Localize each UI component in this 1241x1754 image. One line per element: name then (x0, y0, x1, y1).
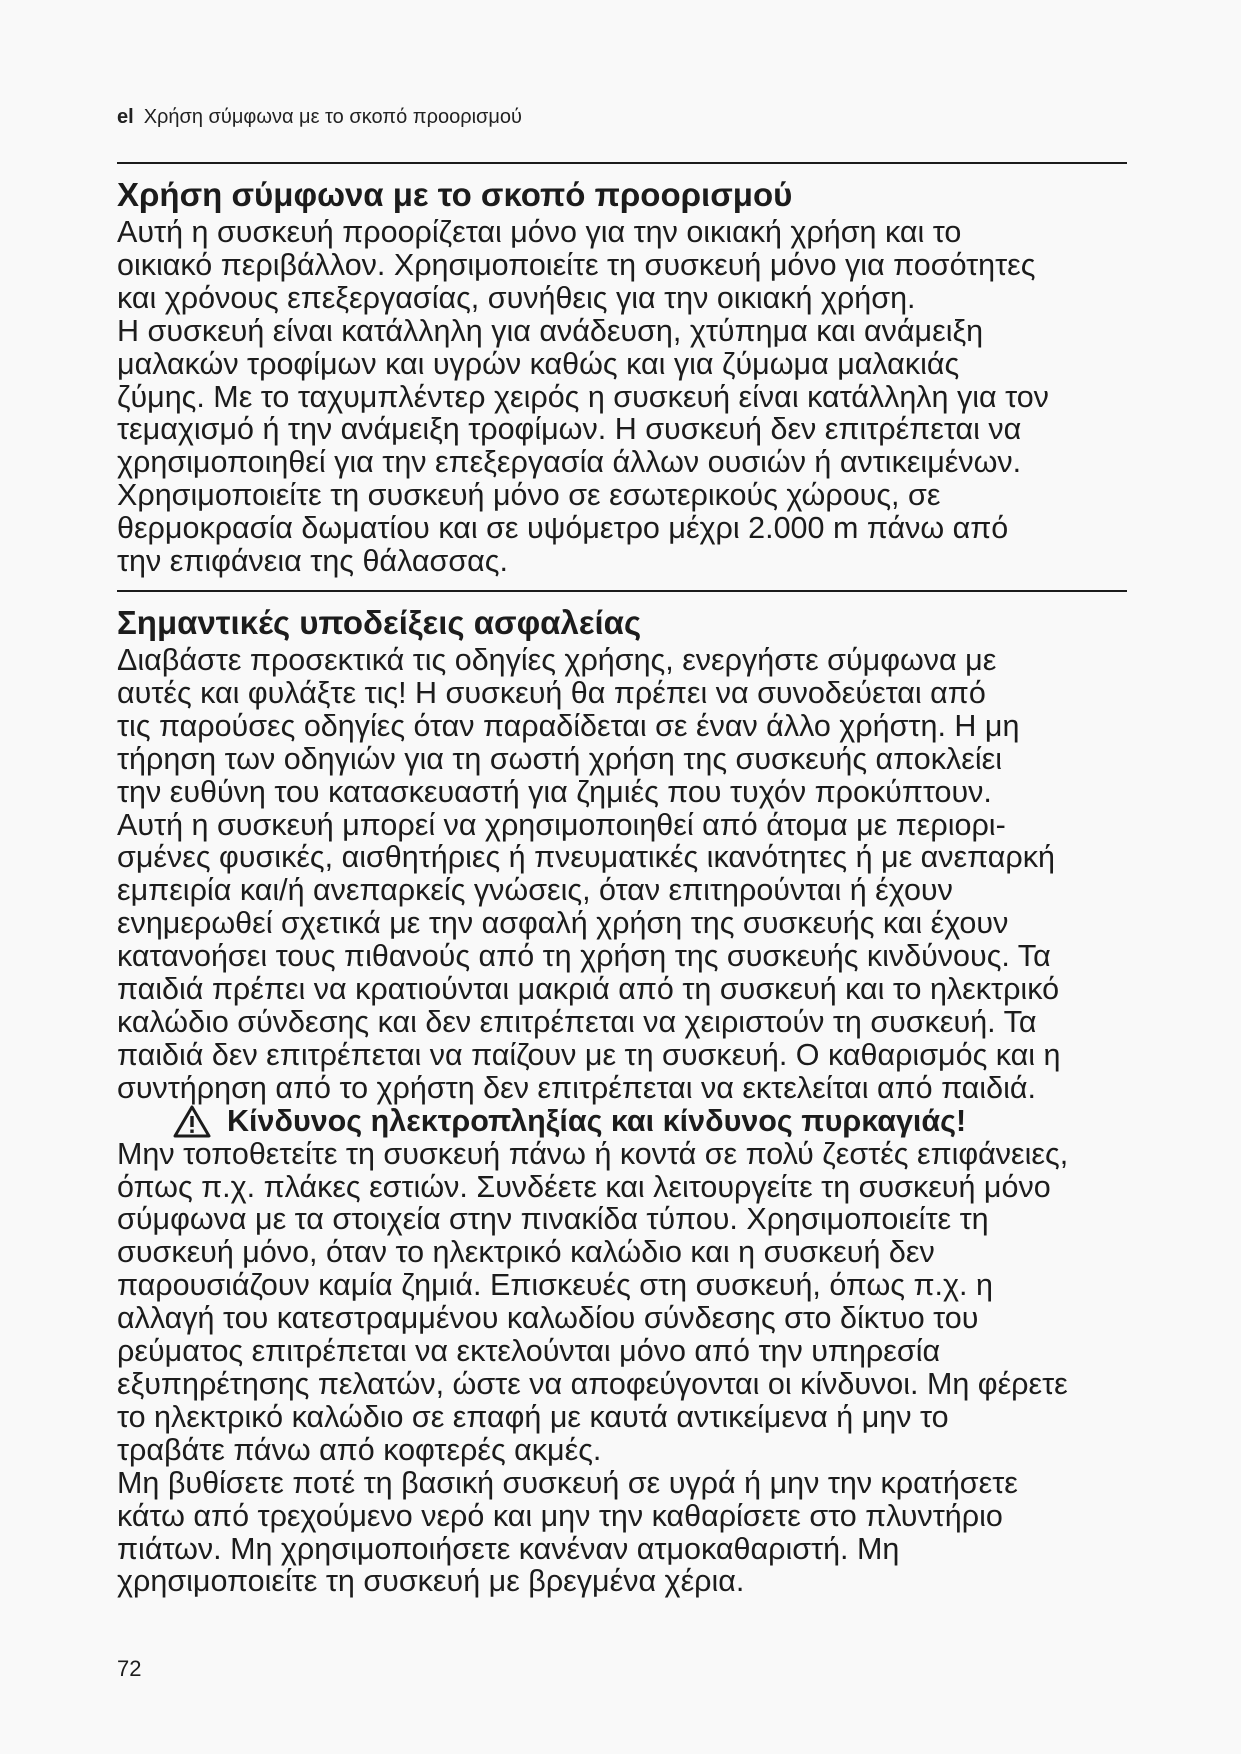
intended-use-body (117, 216, 1127, 578)
text-line: Χρησιμοποιείτε τη συσκευή μόνο σε εσωτερικούς χώρους, σε (117, 478, 941, 513)
page-number: 72 (117, 1656, 142, 1681)
text-line: πιάτων. Μη χρησιμοποιήσετε κανέναν ατμοκαθαριστή. Μη (117, 1531, 900, 1566)
text-line: Η συσκευή είναι κατάλληλη για ανάδευση, χτύπημα και ανάμειξη (117, 313, 984, 348)
text-line: Αυτή η συσκευή προορίζεται μόνο για την οικιακή χρήση και το (117, 215, 962, 249)
text-line: τεμαχισμό ή την ανάμειξη τροφίμων. Η συσκευή δεν επιτρέπεται να (117, 412, 1022, 447)
text-line: Μην τοποθετείτε τη συσκευή πάνω ή κοντά σε πολύ ζεστές επιφάνειες, (117, 1136, 1069, 1171)
language-code: el (117, 106, 134, 128)
page-content (117, 162, 1127, 1598)
text-line: οικιακό περιβάλλον. Χρησιμοποιείτε τη συσκευή μόνο για ποσότητες (117, 247, 1036, 282)
text-line: ζύμης. Με το ταχυμπλέντερ χειρός η συσκευή είναι κατάλληλη για τον (117, 379, 1049, 414)
text-line: ρεύματος επιτρέπεται να εκτελούνται μόνο από την υπηρεσία (117, 1334, 941, 1369)
text-line: σμένες φυσικές, αισθητήριες ή πνευματικές ικανότητες ή με ανεπαρκή (117, 840, 1055, 875)
text-line: κάτω από τρεχούμενο νερό και μην την καθαρίσετε στο πλυντήριο (117, 1498, 1003, 1533)
warning-body (117, 1138, 1127, 1599)
text-line: παιδιά πρέπει να κρατιούνται μακριά από τη συσκευή και το ηλεκτρικό (117, 972, 1060, 1007)
text-line: Αυτή η συσκευή μπορεί να χρησιμοποιηθεί από άτομα με περιορι- (117, 807, 1006, 842)
text-line: χρησιμοποιηθεί για την επεξεργασία άλλων ουσιών ή αντικειμένων. (117, 445, 1022, 480)
section-title-intended-use: Χρήση σύμφωνα με το σκοπό προορισμού (117, 176, 793, 213)
text-line: τις παρούσες οδηγίες όταν παραδίδεται σε έναν άλλο χρήστη. Η μη (117, 708, 1020, 743)
text-line: θερμοκρασία δωματίου και σε υψόμετρο μέχρι 2.000 m πάνω από (117, 511, 1009, 546)
text-line: όπως π.χ. πλάκες εστιών. Συνδέετε και λειτουργείτε τη συσκευή μόνο (117, 1169, 1051, 1204)
text-line: την επιφάνεια της θάλασσας. (117, 544, 508, 579)
text-line: τήρηση των οδηγιών για τη σωστή χρήση της συσκευής αποκλείει (117, 741, 1002, 776)
text-line: ενημερωθεί σχετικά με την ασφαλή χρήση της συσκευής και έχουν (117, 906, 1009, 941)
text-line: αυτές και φυλάξτε τις! Η συσκευή θα πρέπει να συνοδεύεται από (117, 675, 986, 710)
text-line: συντήρηση από το χρήστη δεν επιτρέπεται να εκτελείται από παιδιά. (117, 1070, 1036, 1105)
warning-heading (173, 1105, 1127, 1138)
text-line: σύμφωνα με τα στοιχεία στην πινακίδα τύπου. Χρησιμοποιείτε τη (117, 1202, 989, 1237)
text-line: καλώδιο σύνδεσης και δεν επιτρέπεται να χειριστούν τη συσκευή. Τα (117, 1004, 1037, 1039)
text-line: εμπειρία και/ή ανεπαρκείς γνώσεις, όταν επιτηρούνται ή έχουν (117, 873, 953, 908)
section-divider (117, 162, 1127, 164)
text-line: κατανοήσει τους πιθανούς από τη χρήση της συσκευής κινδύνους. Τα (117, 939, 1051, 974)
warning-triangle-icon (173, 1105, 211, 1138)
section-title-safety: Σημαντικές υποδείξεις ασφαλείας (117, 603, 642, 641)
section-divider (117, 590, 1127, 592)
header-title: Χρήση σύμφωνα με το σκοπό προορισμού (143, 106, 522, 128)
text-line: αλλαγή του κατεστραμμένου καλωδίου σύνδεσης στο δίκτυο του (117, 1301, 979, 1336)
text-line: εξυπηρέτησης πελατών, ώστε να αποφεύγονται οι κίνδυνοι. Μη φέρετε (117, 1367, 1068, 1401)
running-header (117, 106, 522, 129)
text-line: το ηλεκτρικό καλώδιο σε επαφή με καυτά αντικείμενα ή μην το (117, 1399, 949, 1434)
text-line: χρησιμοποιείτε τη συσκευή με βρεγμένα χέρια. (117, 1564, 745, 1599)
text-line: συσκευή μόνο, όταν το ηλεκτρικό καλώδιο και η συσκευή δεν (117, 1235, 935, 1270)
safety-body (117, 644, 1127, 1105)
text-line: παιδιά δεν επιτρέπεται να παίζουν με τη συσκευή. Ο καθαρισμός και η (117, 1037, 1061, 1072)
text-line: την ευθύνη του κατασκευαστή για ζημιές που τυχόν προκύπτουν. (117, 774, 992, 809)
text-line: Διαβάστε προσεκτικά τις οδηγίες χρήσης, ενεργήστε σύμφωνα με (117, 642, 997, 677)
text-line: Μη βυθίσετε ποτέ τη βασική συσκευή σε υγρά ή μην την κρατήσετε (117, 1465, 1018, 1500)
text-line: και χρόνους επεξεργασίας, συνήθεις για την οικιακή χρήση. (117, 280, 916, 315)
text-line: μαλακών τροφίμων και υγρών καθώς και για ζύμωμα μαλακιάς (117, 346, 960, 381)
text-line: παρουσιάζουν καμία ζημιά. Επισκευές στη συσκευή, όπως π.χ. η (117, 1268, 993, 1303)
warning-title: Κίνδυνος ηλεκτροπληξίας και κίνδυνος πυρκαγιάς! (227, 1103, 967, 1138)
text-line: τραβάτε πάνω από κοφτερές ακμές. (117, 1432, 602, 1467)
